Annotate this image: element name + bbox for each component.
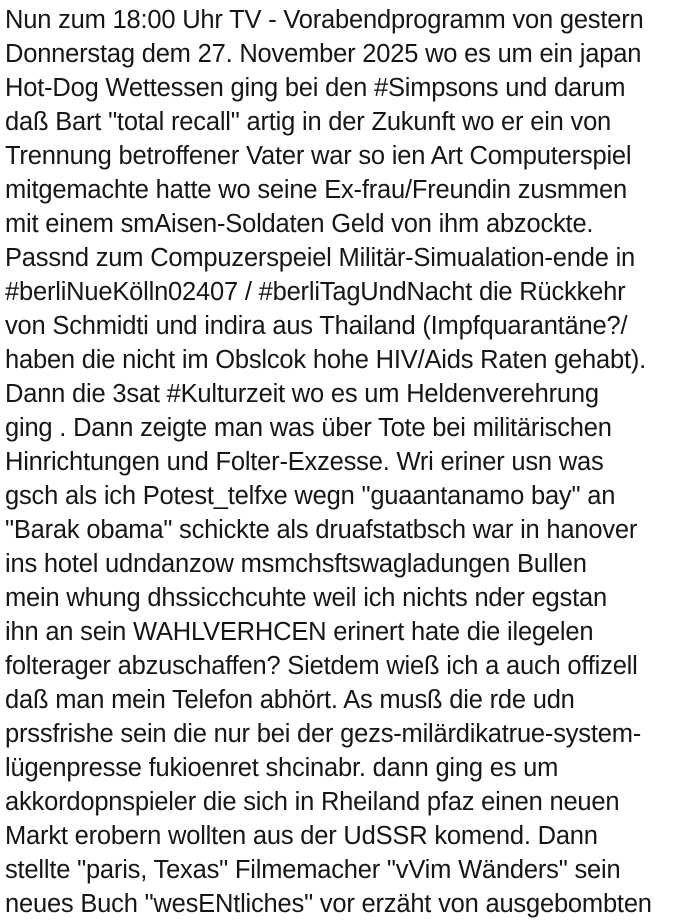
text-line: Passnd zum Compuzerspeiel Militär-Simualation-ende in — [5, 244, 636, 272]
text-line: ins hotel udndanzow msmchsftswagladungen Bullen — [5, 550, 587, 578]
text-line: haben die nicht im Obslcok hohe HIV/Aids Raten gehabt). — [5, 346, 647, 374]
text-line: Hot-Dog Wettessen ging bei den #Simpsons und darum — [5, 74, 626, 102]
text-line: Dann die 3sat #Kulturzeit wo es um Heldenverehrung — [5, 380, 599, 408]
text-line: Nun zum 18:00 Uhr TV - Vorabendprogramm von gestern — [5, 6, 644, 34]
text-line: stellte "paris, Texas" Filmemacher "vVim Wänders" sein — [5, 856, 621, 884]
text-line: von Schmidti und indira aus Thailand (Impfquarantäne?/ — [5, 312, 628, 340]
text-line: mitgemachte hatte wo seine Ex-frau/Freundin zusmmen — [5, 176, 627, 204]
text-line: #berliNueKölln02407 / #berliTagUndNacht die Rückkehr — [5, 278, 626, 306]
text-line: ihn an sein WAHLVERHCEN erinert hate die ilegelen — [5, 618, 594, 646]
text-line: daß Bart "total recall" artig in der Zukunft wo er ein von — [5, 108, 612, 136]
text-line: akkordopnspieler die sich in Rheiland pfaz einen neuen — [5, 788, 620, 816]
text-line: neues Buch "wesENtliches" vor erzäht von ausgebombten — [5, 890, 652, 918]
text-line: mit einem smAisen-Soldaten Geld von ihm abzockte. — [5, 210, 594, 238]
text-line: "Barak obama" schickte als druafstatbsch war in hanover — [5, 516, 638, 544]
text-line: lügenpresse fukioenret shcinabr. dann ging es um — [5, 754, 559, 782]
text-line: folterager abzuschaffen? Sietdem wieß ich a auch offizell — [5, 652, 638, 680]
text-line: Markt erobern wollten aus der UdSSR komend. Dann — [5, 822, 598, 850]
text-line: daß man mein Telefon abhört. As musß die rde udn — [5, 686, 575, 714]
text-line: Hinrichtungen und Folter-Exzesse. Wri eriner usn was — [5, 448, 604, 476]
text-line: Donnerstag dem 27. November 2025 wo es um ein japan — [5, 40, 642, 68]
text-line: mein whung dhssicchcuhte weil ich nichts nder egstan — [5, 584, 607, 612]
text-body — [5, 3, 682, 921]
text-line: Trennung betroffener Vater war so ien Art Computerspiel — [5, 142, 632, 170]
text-line: gsch als ich Potest_telfxe wegn "guaantanamo bay" an — [5, 482, 616, 510]
text-line: ging . Dann zeigte man was über Tote bei militärischen — [5, 414, 612, 442]
text-line: prssfrishe sein die nur bei der gezs-milärdikatrue-system- — [5, 720, 642, 748]
